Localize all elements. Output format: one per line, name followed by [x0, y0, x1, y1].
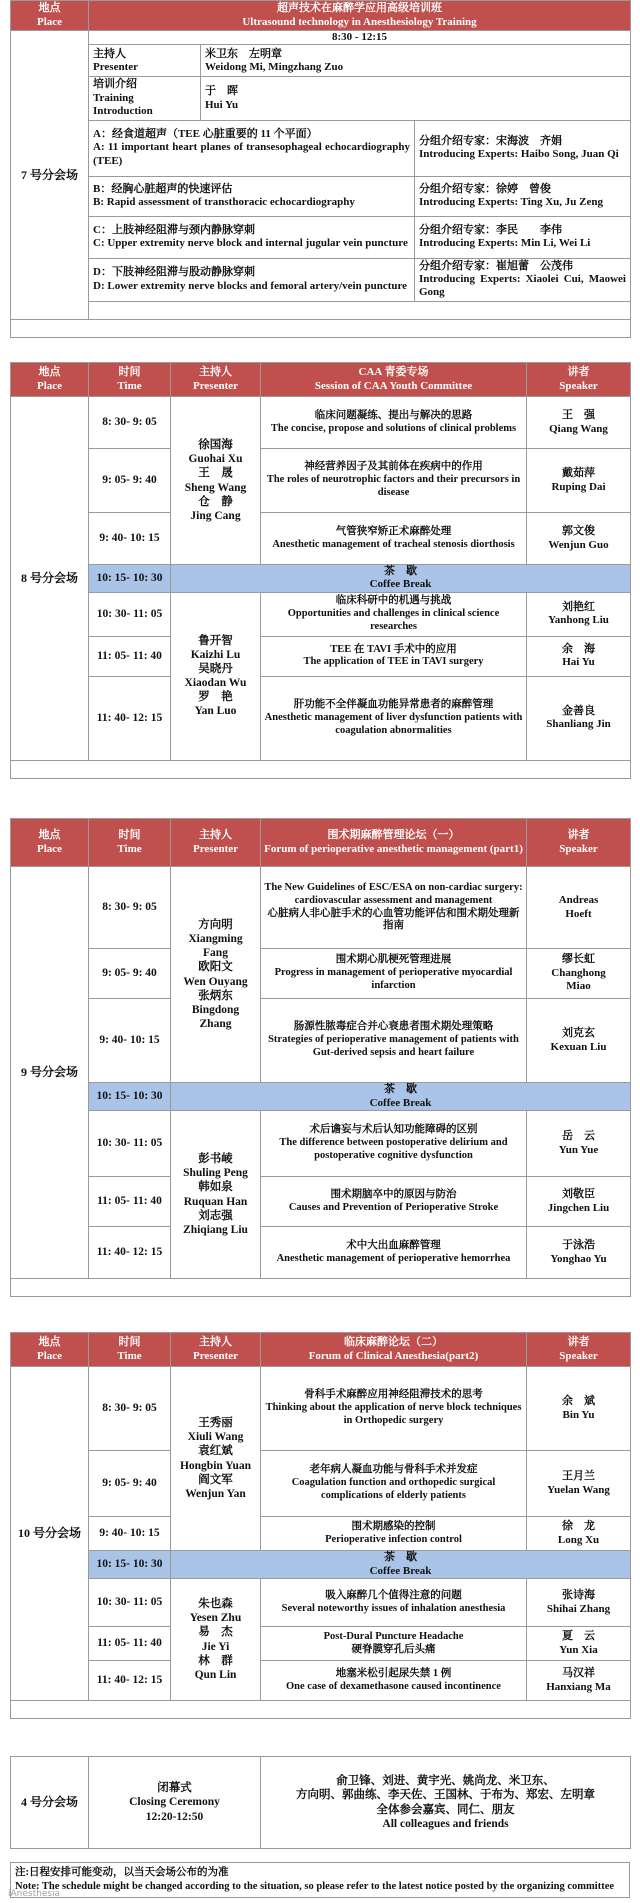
- closing-attendees: 俞卫锋、刘进、黄宇光、姚尚龙、米卫东、 方向明、郭曲练、李天佐、王国林、于布为、郑宏、左明章 全体参会嘉宾、同仁、朋友 All colleagues and friends: [261, 1757, 631, 1849]
- talk-title: 吸入麻醉几个值得注意的问题 Several noteworthy issues of inhalation anesthesia: [261, 1579, 527, 1627]
- talk-time: 10: 30- 11: 05: [89, 1111, 171, 1177]
- experts-d: 分组介绍专家：崔旭蕾 公茂伟 Introducing Experts: Xiaolei Cui, Maowei Gong: [415, 258, 631, 301]
- talk-time: 9: 05- 9: 40: [89, 949, 171, 999]
- talk-speaker: 张诗海 Shihai Zhang: [527, 1579, 631, 1627]
- topic-d: D：下肢神经阻滞与股动静脉穿刺 D: Lower extremity nerve blocks and femoral artery/vein puncture: [89, 258, 415, 301]
- closing-table: [10, 1756, 631, 1849]
- venue-10: 10 号分会场: [11, 1367, 89, 1701]
- coffee-break: 茶 歇 Coffee Break: [171, 1083, 631, 1111]
- intro-name: 于 晖 Hui Yu: [201, 77, 631, 120]
- presenters-late: 朱也森 Yesen Zhu 易 杰 Jie Yi 林 群 Qun Lin: [171, 1579, 261, 1701]
- talk-time: 8: 30- 9: 05: [89, 397, 171, 449]
- venue-7: 7 号分会场: [11, 31, 89, 320]
- presenter-header: 主持人 Presenter: [171, 363, 261, 397]
- talk-title: 气管狭窄矫正术麻醉处理 Anesthetic management of tracheal stenosis diorthosis: [261, 513, 527, 565]
- talk-time: 10: 30- 11: 05: [89, 1579, 171, 1627]
- talk-time: 9: 40- 10: 15: [89, 999, 171, 1083]
- talk-speaker: 郭文俊 Wenjun Guo: [527, 513, 631, 565]
- training-time: 8:30 - 12:15: [89, 31, 631, 45]
- talk-speaker: 余 斌 Bin Yu: [527, 1367, 631, 1451]
- presenters-morning: 方向明 Xiangming Fang 欧阳文 Wen Ouyang 张炳东 Bingdong Zhang: [171, 867, 261, 1083]
- talk-speaker: 岳 云 Yun Yue: [527, 1111, 631, 1177]
- talk-speaker: 夏 云 Yun Xia: [527, 1627, 631, 1661]
- talk-title: 围术期脑卒中的原因与防治 Causes and Prevention of Perioperative Stroke: [261, 1177, 527, 1227]
- time-header: 时间 Time: [89, 819, 171, 867]
- talk-time: 11: 40- 12: 15: [89, 676, 171, 760]
- presenter-header: 主持人 Presenter: [171, 1333, 261, 1367]
- coffee-break: 茶 歇 Coffee Break: [171, 1551, 631, 1579]
- experts-b: 分组介绍专家：徐婷 曾俊 Introducing Experts: Ting Xu, Ju Zeng: [415, 176, 631, 216]
- section-venue10-table: [10, 1332, 631, 1719]
- talk-time: 11: 05- 11: 40: [89, 1627, 171, 1661]
- topic-c: C：上肢神经阻滞与颈内静脉穿刺 C: Upper extremity nerve block and internal jugular vein puncture: [89, 216, 415, 258]
- venue-8: 8 号分会场: [11, 397, 89, 761]
- experts-c: 分组介绍专家：李民 李伟 Introducing Experts: Min Li, Wei Li: [415, 216, 631, 258]
- talk-speaker: 马汉祥 Hanxiang Ma: [527, 1661, 631, 1701]
- closing-ceremony: 闭幕式 Closing Ceremony 12:20-12:50: [89, 1757, 261, 1849]
- time-header: 时间 Time: [89, 1333, 171, 1367]
- place-header: 地点 Place: [11, 363, 89, 397]
- schedule-note: 注:日程安排可能变动，以当天会场公布的为准 Note: The schedule might be changed according to the situation, so please refer to the latest notice posted by the organizing committee: [10, 1862, 630, 1898]
- place-header: 地点 Place: [11, 1333, 89, 1367]
- watermark: iAnesthesia: [8, 1889, 61, 1899]
- topic-a: A：经食道超声（TEE 心脏重要的 11 个平面） A: 11 important heart planes of transesophageal echocardiography (TEE): [89, 120, 415, 176]
- presenter-names: 米卫东 左明章 Weidong Mi, Mingzhang Zuo: [201, 45, 631, 77]
- talk-title: 术后谵妄与术后认知功能障碍的区别 The difference between postoperative delirium and postoperative cognitive dysfunction: [261, 1111, 527, 1177]
- talk-time: 11: 05- 11: 40: [89, 636, 171, 676]
- talk-time: 11: 40- 12: 15: [89, 1227, 171, 1279]
- talk-title: 肝功能不全伴凝血功能异常患者的麻醉管理 Anesthetic management of liver dysfunction patients with coagulation abnormalities: [261, 676, 527, 760]
- intro-label: 培训介绍 Training Introduction: [89, 77, 201, 120]
- talk-title: 术中大出血麻醉管理 Anesthetic management of perioperative hemorrhea: [261, 1227, 527, 1279]
- speaker-header: 讲者 Speaker: [527, 363, 631, 397]
- talk-speaker: Andreas Hoeft: [527, 867, 631, 949]
- talk-title: TEE 在 TAVI 手术中的应用 The application of TEE in TAVI surgery: [261, 636, 527, 676]
- talk-time: 10: 30- 11: 05: [89, 592, 171, 636]
- talk-title: 围术期心肌梗死管理进展 Progress in management of perioperative myocardial infarction: [261, 949, 527, 999]
- talk-time: 8: 30- 9: 05: [89, 1367, 171, 1451]
- talk-time: 9: 05- 9: 40: [89, 1451, 171, 1517]
- talk-speaker: 金善良 Shanliang Jin: [527, 676, 631, 760]
- speaker-header: 讲者 Speaker: [527, 819, 631, 867]
- presenters-morning: 王秀丽 Xiuli Wang 袁红斌 Hongbin Yuan 阎文军 Wenjun Yan: [171, 1367, 261, 1551]
- place-header: 地点 Place: [11, 1, 89, 31]
- talk-speaker: 王 强 Qiang Wang: [527, 397, 631, 449]
- talk-speaker: 戴茹萍 Ruping Dai: [527, 449, 631, 513]
- experts-a: 分组介绍专家：宋海波 齐娟 Introducing Experts: Haibo Song, Juan Qi: [415, 120, 631, 176]
- training-title: 超声技术在麻醉学应用高级培训班 Ultrasound technology in Anesthesiology Training: [89, 1, 631, 31]
- talk-title: 神经营养因子及其前体在疾病中的作用 The roles of neurotrophic factors and their precursors in disease: [261, 449, 527, 513]
- topic-b: B：经胸心脏超声的快速评估 B: Rapid assessment of transthoracic echocardiography: [89, 176, 415, 216]
- talk-speaker: 于泳浩 Yonghao Yu: [527, 1227, 631, 1279]
- talk-speaker: 缪长虹 Changhong Miao: [527, 949, 631, 999]
- talk-time: 9: 40- 10: 15: [89, 1517, 171, 1551]
- talk-title: The New Guidelines of ESC/ESA on non-cardiac surgery: cardiovascular assessment and management 心脏病人非心脏手术的心血管功能评估和围术期处理新指南: [261, 867, 527, 949]
- break-time: 10: 15- 10: 30: [89, 1083, 171, 1111]
- break-time: 10: 15- 10: 30: [89, 1551, 171, 1579]
- session-title: 围术期麻醉管理论坛（一） Forum of perioperative anesthetic management (part1): [261, 819, 527, 867]
- talk-time: 11: 40- 12: 15: [89, 1661, 171, 1701]
- section-venue8-table: [10, 362, 631, 779]
- talk-title: Post-Dural Puncture Headache 硬脊膜穿孔后头痛: [261, 1627, 527, 1661]
- talk-speaker: 王月兰 Yuelan Wang: [527, 1451, 631, 1517]
- section-venue7-table: [10, 0, 631, 338]
- presenter-header: 主持人 Presenter: [171, 819, 261, 867]
- venue-4: 4 号分会场: [11, 1757, 89, 1849]
- break-time: 10: 15- 10: 30: [89, 565, 171, 593]
- place-header: 地点 Place: [11, 819, 89, 867]
- talk-time: 11: 05- 11: 40: [89, 1177, 171, 1227]
- time-header: 时间 Time: [89, 363, 171, 397]
- talk-title: 地塞米松引起尿失禁 1 例 One case of dexamethasone caused incontinence: [261, 1661, 527, 1701]
- talk-title: 临床科研中的机遇与挑战 Opportunities and challenges in clinical science researches: [261, 592, 527, 636]
- coffee-break: 茶 歇 Coffee Break: [171, 565, 631, 593]
- talk-time: 9: 40- 10: 15: [89, 513, 171, 565]
- session-title: CAA 青委专场 Session of CAA Youth Committee: [261, 363, 527, 397]
- talk-speaker: 徐 龙 Long Xu: [527, 1517, 631, 1551]
- talk-time: 9: 05- 9: 40: [89, 449, 171, 513]
- talk-speaker: 刘克玄 Kexuan Liu: [527, 999, 631, 1083]
- speaker-header: 讲者 Speaker: [527, 1333, 631, 1367]
- session-title: 临床麻醉论坛（二） Forum of Clinical Anesthesia(part2): [261, 1333, 527, 1367]
- talk-speaker: 刘艳红 Yanhong Liu: [527, 592, 631, 636]
- talk-title: 骨科手术麻醉应用神经阻滞技术的思考 Thinking about the application of nerve block techniques in Orthopedic surgery: [261, 1367, 527, 1451]
- section-venue9-table: [10, 818, 631, 1297]
- talk-time: 8: 30- 9: 05: [89, 867, 171, 949]
- talk-title: 肠源性脓毒症合并心衰患者围术期处理策略 Strategies of perioperative management of patients with Gut-derived sepsis and heart failure: [261, 999, 527, 1083]
- presenters-late: 彭书崚 Shuling Peng 韩如泉 Ruquan Han 刘志强 Zhiqiang Liu: [171, 1111, 261, 1279]
- presenters-morning: 徐国海 Guohai Xu 王 晟 Sheng Wang 仓 静 Jing Cang: [171, 397, 261, 565]
- talk-title: 临床问题凝练、提出与解决的思路 The concise, propose and solutions of clinical problems: [261, 397, 527, 449]
- talk-speaker: 刘敬臣 Jingchen Liu: [527, 1177, 631, 1227]
- talk-speaker: 余 海 Hai Yu: [527, 636, 631, 676]
- talk-title: 老年病人凝血功能与骨科手术并发症 Coagulation function and orthopedic surgical complications of elderly patients: [261, 1451, 527, 1517]
- venue-9: 9 号分会场: [11, 867, 89, 1279]
- presenter-label: 主持人 Presenter: [89, 45, 201, 77]
- talk-title: 围术期感染的控制 Perioperative infection control: [261, 1517, 527, 1551]
- presenters-late: 鲁开智 Kaizhi Lu 吴晓丹 Xiaodan Wu 罗 艳 Yan Luo: [171, 592, 261, 760]
